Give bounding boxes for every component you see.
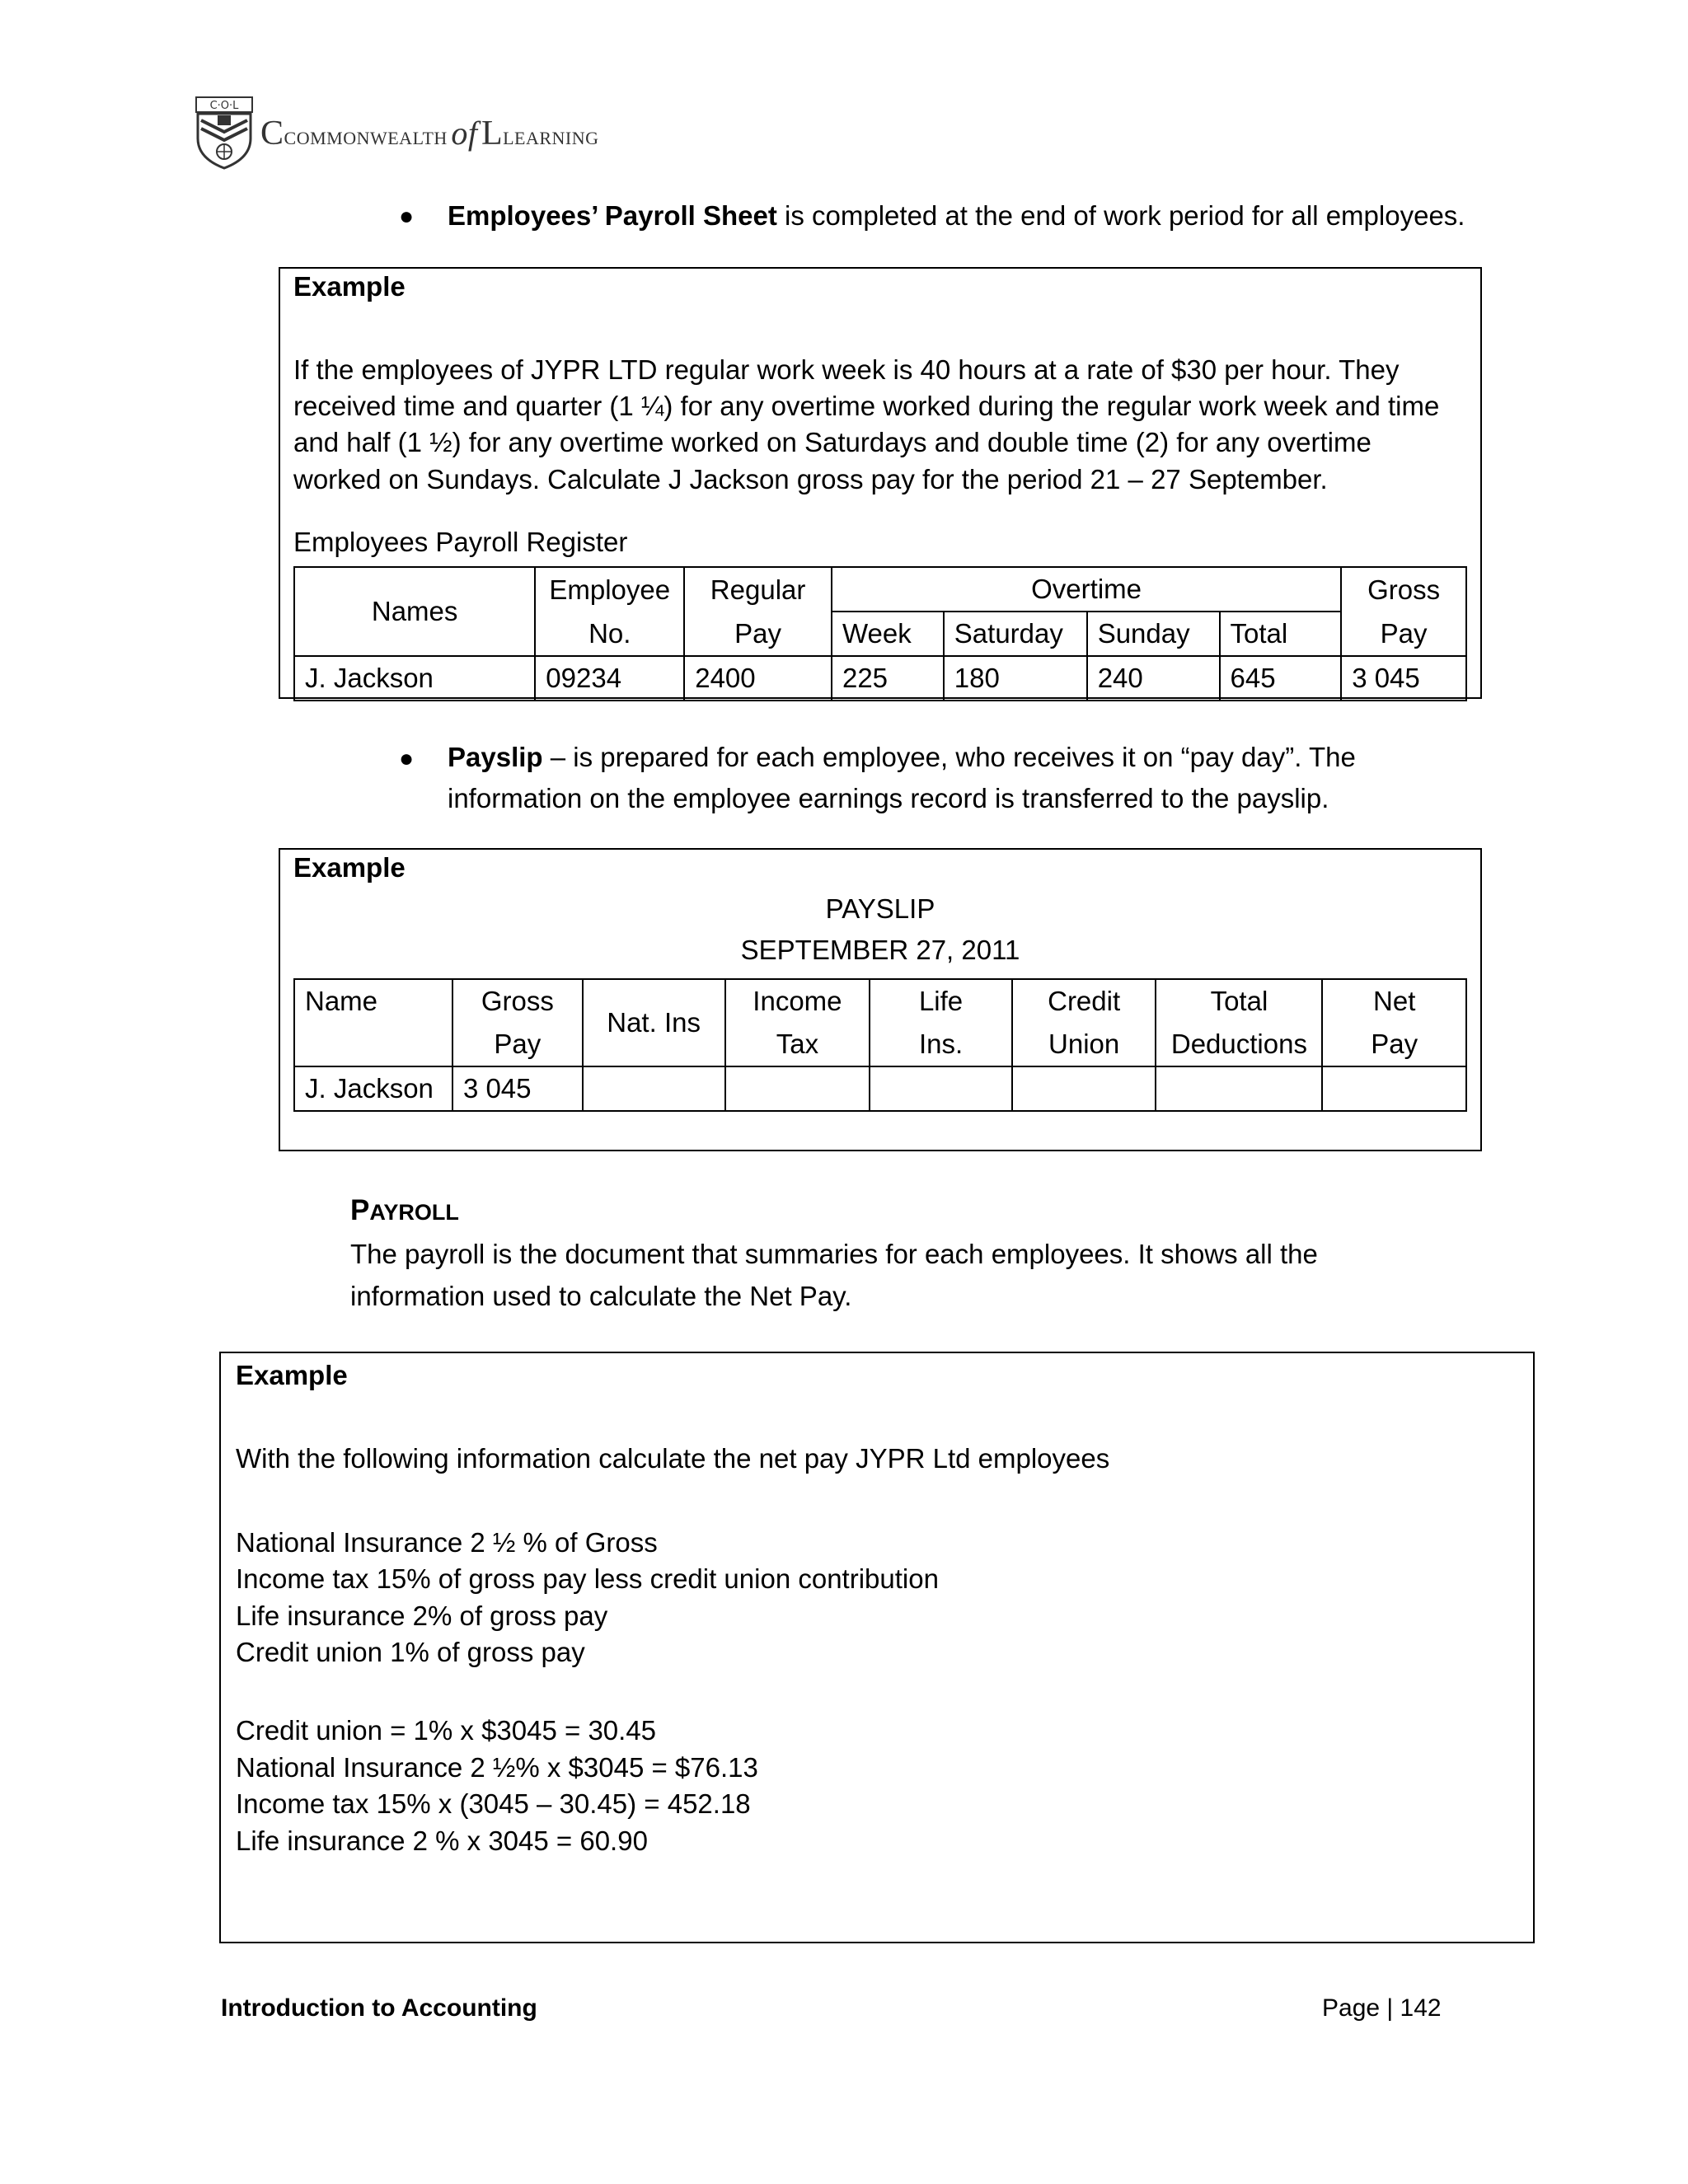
header-sunday: Sunday xyxy=(1087,612,1220,656)
logo-text: C·O·L xyxy=(209,100,239,112)
example3-intro: With the following information calculate the net pay JYPR Ltd employees xyxy=(236,1443,1110,1474)
payroll-text-line: information used to calculate the Net Pay. xyxy=(350,1281,852,1311)
payroll-heading-first: P xyxy=(350,1194,370,1226)
header-gross: Gross xyxy=(1341,567,1466,612)
header-regular-pay: Pay xyxy=(684,612,832,656)
payroll-heading xyxy=(350,1193,459,1230)
payroll-text-line: The payroll is the document that summaries for each employees. It shows all the xyxy=(350,1239,1318,1269)
payslip-title: PAYSLIP xyxy=(825,893,935,924)
cell-gross-pay: 3 045 xyxy=(1341,656,1466,701)
payroll-register-table xyxy=(293,566,1467,701)
cell-gross-pay: 3 045 xyxy=(452,1066,583,1111)
brand-of: of xyxy=(451,115,478,152)
example3-calc: Income tax 15% x (3045 – 30.45) = 452.18 xyxy=(236,1788,751,1819)
brand-name: Ccommonwealth of Llearning xyxy=(260,115,599,152)
header-nat-ins: Nat. Ins xyxy=(583,979,725,1066)
payslip-date: SEPTEMBER 27, 2011 xyxy=(740,935,1020,965)
header-deductions: Deductions xyxy=(1156,1023,1322,1066)
header-overtime: Overtime xyxy=(832,567,1341,612)
cell-name: J. Jackson xyxy=(294,656,535,701)
footer-page: Page | 142 xyxy=(1322,1994,1442,2022)
bullet-payslip-text: – is prepared for each employee, who receives it on “pay day”. The xyxy=(542,742,1356,772)
payroll-heading-rest: AYROLL xyxy=(369,1200,459,1225)
header-regular: Regular xyxy=(684,567,832,612)
example3-calc: Credit union = 1% x $3045 = 30.45 xyxy=(236,1715,657,1746)
cell-credit-union xyxy=(1012,1066,1156,1111)
header-employee: Employee xyxy=(535,567,684,612)
header-saturday: Saturday xyxy=(944,612,1087,656)
table-row xyxy=(294,1066,1466,1111)
example-para-line: If the employees of JYPR LTD regular work week is 40 hours at a rate of $30 per hour. They xyxy=(293,354,1400,385)
header-ins: Ins. xyxy=(870,1023,1012,1066)
cell-regular-pay: 2400 xyxy=(684,656,832,701)
example-para-line: and half (1 ½) for any overtime worked on Saturdays and double time (2) for any overtime xyxy=(293,427,1372,457)
example3-rule: National Insurance 2 ½ % of Gross xyxy=(236,1527,658,1558)
header-gross-pay: Pay xyxy=(452,1023,583,1066)
example-para-line: received time and quarter (1 ¼) for any overtime worked during the regular work week and time xyxy=(293,391,1440,421)
cell-total: 645 xyxy=(1220,656,1342,701)
example3-calc: National Insurance 2 ½% x $3045 = $76.13 xyxy=(236,1752,758,1783)
header-employee-no: No. xyxy=(535,612,684,656)
example-label: Example xyxy=(293,852,406,883)
header-tax: Tax xyxy=(725,1023,870,1066)
header-net-pay: Pay xyxy=(1322,1023,1466,1066)
header-total: Total xyxy=(1156,979,1322,1023)
example-label: Example xyxy=(293,271,406,302)
cell-total-deductions xyxy=(1156,1066,1322,1111)
bullet-dot: ● xyxy=(399,203,415,230)
header-income: Income xyxy=(725,979,870,1023)
bullet-dot: ● xyxy=(399,745,415,772)
example-para-line: worked on Sundays. Calculate J Jackson gross pay for the period 21 – 27 September. xyxy=(293,464,1328,494)
cell-employee-no: 09234 xyxy=(535,656,684,701)
payroll-register-title: Employees Payroll Register xyxy=(293,527,628,557)
cell-week: 225 xyxy=(832,656,944,701)
payslip-table xyxy=(293,978,1467,1112)
header-union: Union xyxy=(1012,1023,1156,1066)
cell-nat-ins xyxy=(583,1066,725,1111)
header-life: Life xyxy=(870,979,1012,1023)
example3-rule: Income tax 15% of gross pay less credit union contribution xyxy=(236,1563,939,1594)
brand-part1: commonwealth xyxy=(284,120,448,150)
cell-saturday: 180 xyxy=(944,656,1087,701)
brand-part2: learning xyxy=(503,120,599,150)
footer-title: Introduction to Accounting xyxy=(221,1994,537,2022)
cell-name: J. Jackson xyxy=(294,1066,452,1111)
footer-page-label: Page xyxy=(1322,1994,1381,2022)
header-week: Week xyxy=(832,612,944,656)
bullet-payroll-sheet xyxy=(448,198,1465,234)
example3-rule: Credit union 1% of gross pay xyxy=(236,1637,585,1667)
cell-income-tax xyxy=(725,1066,870,1111)
header-gross: Gross xyxy=(452,979,583,1023)
header-credit: Credit xyxy=(1012,979,1156,1023)
example3-calc: Life insurance 2 % x 3045 = 60.90 xyxy=(236,1825,648,1856)
bullet-payslip xyxy=(448,739,1356,776)
example3-rule: Life insurance 2% of gross pay xyxy=(236,1601,608,1631)
bullet-payslip-bold: Payslip xyxy=(448,742,543,772)
header-names: Names xyxy=(294,567,535,656)
cell-sunday: 240 xyxy=(1087,656,1220,701)
header-total: Total xyxy=(1220,612,1342,656)
cell-net-pay xyxy=(1322,1066,1466,1111)
cell-life-ins xyxy=(870,1066,1012,1111)
bullet-payroll-sheet-text: is completed at the end of work period for all employees. xyxy=(776,200,1465,231)
header-name: Name xyxy=(294,979,452,1023)
header-gross-pay: Pay xyxy=(1341,612,1466,656)
example-label: Example xyxy=(236,1360,348,1390)
footer-page-number: 142 xyxy=(1400,1994,1442,2022)
bullet-payslip-line2: information on the employee earnings record is transferred to the payslip. xyxy=(448,783,1329,813)
table-row xyxy=(294,656,1466,701)
header-net: Net xyxy=(1322,979,1466,1023)
col-logo xyxy=(195,96,254,170)
header-name-blank xyxy=(294,1023,452,1066)
bullet-payroll-sheet-bold: Employees’ Payroll Sheet xyxy=(448,200,777,231)
